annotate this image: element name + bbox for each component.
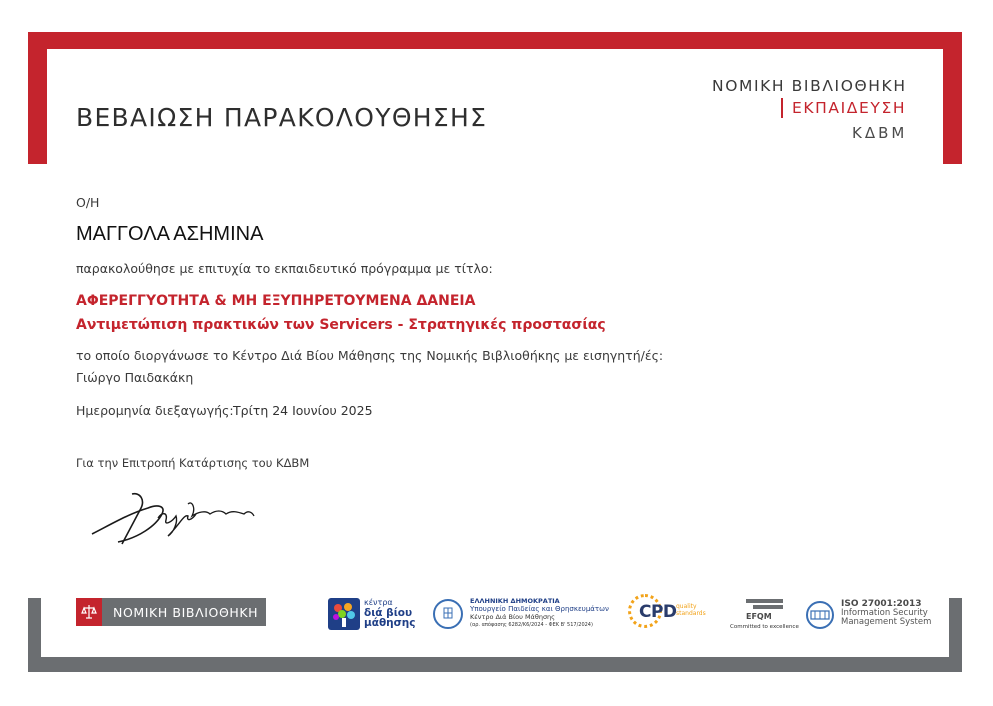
nomiki-vivliothiki-logo	[76, 598, 266, 626]
brand-abbreviation: ΚΔΒΜ	[852, 124, 908, 142]
kdvm-tree-icon	[328, 598, 360, 630]
right-red-frame	[943, 32, 962, 164]
kdvm-line3: μάθησης	[364, 617, 416, 629]
signature	[88, 486, 258, 550]
brand-division: ΕΚΠΑΙΔΕΥΣΗ	[781, 98, 906, 118]
left-grey-frame	[28, 598, 41, 672]
cpd-sub1: quality	[676, 603, 697, 610]
top-red-frame	[28, 32, 962, 49]
ministry-text	[470, 597, 609, 629]
brand-name: ΝΟΜΙΚΗ ΒΙΒΛΙΟΘΗΚΗ	[712, 77, 907, 95]
iso-line2: Information Security	[841, 608, 928, 618]
gov-line2: Υπουργείο Παιδείας και Θρησκευμάτων	[470, 605, 609, 613]
cpd-sub2: standards	[676, 610, 706, 617]
gov-line4: (αρ. απόφασης 6282/Κ6/2024 - ΦΕΚ Β' 517/2024)	[470, 622, 593, 628]
program-title: ΑΦΕΡΕΓΓΥΟΤΗΤΑ & ΜΗ ΕΞΥΠΗΡΕΤΟΥΜΕΝΑ ΔΑΝΕΙΑ	[76, 293, 476, 309]
greek-republic-seal-icon	[433, 599, 463, 629]
gov-line1: ΕΛΛΗΝΙΚΗ ΔΗΜΟΚΡΑΤΙΑ	[470, 597, 560, 605]
kdvm-logo-text	[364, 598, 416, 628]
gov-line3: Κέντρο Διά Βίου Μάθησης	[470, 613, 555, 621]
cpd-subtitle	[676, 603, 706, 617]
right-grey-frame	[949, 598, 962, 672]
efqm-logo: EFQM	[746, 612, 772, 621]
organizer-text: το οποίο διοργάνωσε το Κέντρο Διά Βίου Μάθησης της Νομικής Βιβλιοθήκης με εισηγητή/ές:	[76, 348, 664, 363]
scales-emblem-icon	[76, 598, 102, 626]
committee-text: Για την Επιτροπή Κατάρτισης του ΚΔΒΜ	[76, 456, 310, 470]
recipient-name: ΜΑΓΓΟΛΑ ΑΣΗΜΙΝΑ	[76, 223, 264, 245]
iso-badge-icon	[806, 601, 834, 629]
date-label: Ημερομηνία διεξαγωγής:	[76, 403, 234, 418]
recipient-prefix: Ο/Η	[76, 195, 100, 210]
iso-line1: ISO 27001:2013	[841, 599, 922, 609]
kdvm-line2: διά βίου	[364, 607, 413, 619]
certificate-title: ΒΕΒΑΙΩΣΗ ΠΑΡΑΚΟΛΟΥΘΗΣΗΣ	[76, 103, 488, 132]
iso-text	[841, 600, 931, 627]
date-value: Τρίτη 24 Ιουνίου 2025	[233, 403, 373, 418]
nb-logo-label: ΝΟΜΙΚΗ ΒΙΒΛΙΟΘΗΚΗ	[113, 604, 259, 620]
cpd-logo: CPD	[639, 602, 677, 622]
left-red-frame	[28, 32, 47, 164]
instructor-name: Γιώργο Παιδακάκη	[76, 370, 194, 385]
iso-line3: Management System	[841, 617, 932, 627]
efqm-subtitle: Committed to excellence	[730, 624, 799, 630]
program-subtitle: Αντιμετώπιση πρακτικών των Servicers - Στρατηγικές προστασίας	[76, 317, 606, 333]
attended-text: παρακολούθησε με επιτυχία το εκπαιδευτικό πρόγραμμα με τίτλο:	[76, 261, 493, 276]
bottom-grey-frame	[28, 657, 962, 672]
kdvm-small-text: κέντρα	[364, 598, 393, 607]
